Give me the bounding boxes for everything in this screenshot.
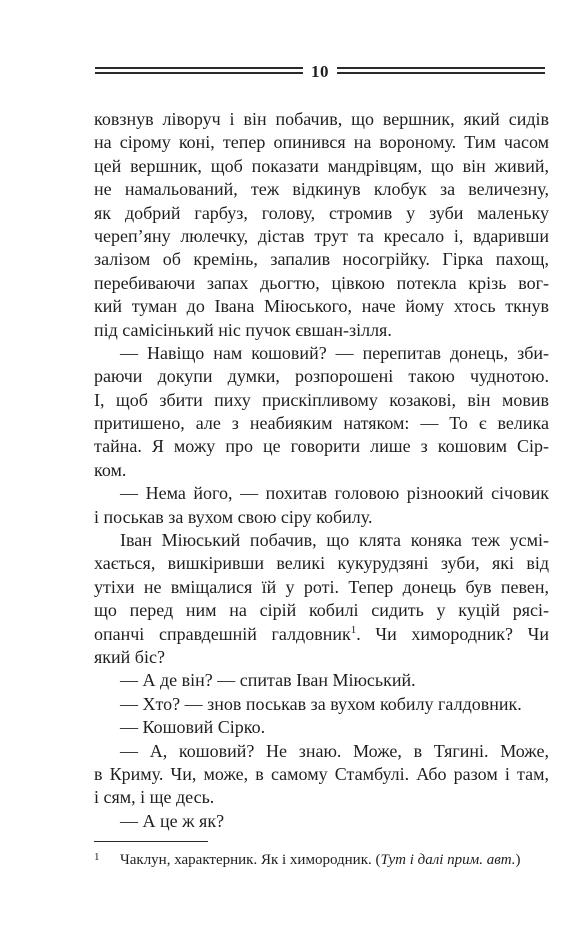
footnote <box>94 850 554 870</box>
footnote-marker: 1 <box>350 623 357 636</box>
text-line <box>94 389 549 412</box>
text-line-content: утіхи не вміщалися їй у роті. Тепер донець був певен, <box>94 576 549 597</box>
text-line-content: перебиваючи запах дьогтю, цівкою потекла крізь вог- <box>94 272 549 293</box>
text-line <box>94 342 549 365</box>
footnote-number: 1 <box>94 851 100 863</box>
text-line <box>94 693 549 716</box>
text-line-content: хається, вишкіривши великі кукурудзяні зуби, які від <box>94 553 549 574</box>
text-line <box>94 108 549 131</box>
text-line-content: залізом об кремінь, запалив носогрійку. Гірка пахощ, <box>94 249 549 270</box>
text-line-content: що перед ним на сірій кобилі сидить у куцій рясі- <box>94 600 549 621</box>
text-line <box>94 482 549 505</box>
text-line-content: — А де він? — спитав Іван Міюський. <box>120 670 416 691</box>
text-line <box>94 646 549 669</box>
text-line <box>94 740 549 763</box>
footnote-close: ) <box>515 852 521 868</box>
text-line <box>94 295 549 318</box>
text-line <box>94 178 549 201</box>
text-line <box>94 248 549 271</box>
text-line <box>94 131 549 154</box>
text-line <box>94 225 549 248</box>
text-line-content: — Кошовий Сірко. <box>120 717 266 738</box>
running-header <box>95 62 545 82</box>
footnote-italic: Тут і далі прим. авт. <box>380 852 516 868</box>
page-number: 10 <box>311 62 329 81</box>
text-line-content: цей вершник, щоб показати мандрівцям, що він живий, <box>94 155 549 176</box>
text-line-content: в Криму. Чи, може, в самому Стамбулі. Або разом і там, <box>94 763 549 784</box>
text-line <box>94 716 549 739</box>
footnote-rule <box>94 841 208 842</box>
text-line-content: ковзнув ліворуч і він побачив, що вершник, який сидів <box>94 109 549 129</box>
text-line-content: — Нема його, — похитав головою різноокий січовик <box>120 483 549 504</box>
text-line-content: не намальований, теж відкинув клобук за величезну, <box>94 179 549 200</box>
text-line <box>94 786 549 809</box>
text-line <box>94 202 549 225</box>
header-rule-right <box>337 67 545 77</box>
text-line-content: — Навіщо нам кошовий? — перепитав донець, зби- <box>120 342 549 363</box>
body-text <box>94 108 549 833</box>
text-line-content: — А це ж як? <box>120 810 225 831</box>
text-line <box>94 459 549 482</box>
text-line-continuation: . Чи химородник? Чи <box>356 623 550 644</box>
text-line <box>94 319 549 342</box>
text-line-content: притишено, але з неабияким натяком: — То є велика <box>94 413 549 434</box>
text-line <box>94 365 549 388</box>
text-line-content: під самісінький ніс пучок євшан-зілля. <box>94 319 392 340</box>
text-line <box>94 412 549 435</box>
text-line <box>94 506 549 529</box>
text-line <box>94 435 549 458</box>
text-line-content: опанчі справдешній галдовник <box>94 623 351 644</box>
text-line-content: як добрий гарбуз, голову, стромив у зуби маленьку <box>94 202 549 223</box>
text-line <box>94 552 549 575</box>
text-line <box>94 529 549 552</box>
text-line <box>94 623 549 646</box>
text-line-content: — А, кошовий? Не знаю. Може, в Тягині. Може, <box>120 740 549 761</box>
text-line-content: і сям, і ще десь. <box>94 787 215 808</box>
text-line <box>94 669 549 692</box>
text-line <box>94 599 549 622</box>
text-line-content: і поськав за вухом свою сіру кобилу. <box>94 506 373 527</box>
text-line-content: череп’яну люлечку, дістав трут та кресало і, вдаривши <box>94 225 549 246</box>
header-rule-line <box>337 72 545 74</box>
text-line <box>94 810 549 833</box>
text-line-content: кий туман до Івана Міюського, наче йому хтось ткнув <box>94 296 549 317</box>
footnote-text: Чаклун, характерник. Як і химородник. ( <box>120 852 381 868</box>
text-line <box>94 155 549 178</box>
text-line <box>94 576 549 599</box>
text-line-content: на сірому коні, тепер опинився на вороному. Тим часом <box>94 132 549 153</box>
text-line <box>94 763 549 786</box>
text-line-content: тайна. Я можу про це говорити лише з кошовим Сір- <box>94 436 549 457</box>
text-line-content: який біс? <box>94 646 165 667</box>
text-line <box>94 272 549 295</box>
text-line-content: — Хто? — знов поськав за вухом кобилу галдовник. <box>120 693 522 714</box>
text-line-content: ком. <box>94 459 127 480</box>
text-line-content: раючи докупи думки, розпорошені такою чуднотою. <box>94 366 549 387</box>
text-line-content: І, щоб збити пиху прискіпливому козакові, він мовив <box>94 389 549 410</box>
header-rule-line <box>337 67 545 69</box>
text-line-content: Іван Міюський побачив, що клята коняка теж усмі- <box>120 530 549 551</box>
